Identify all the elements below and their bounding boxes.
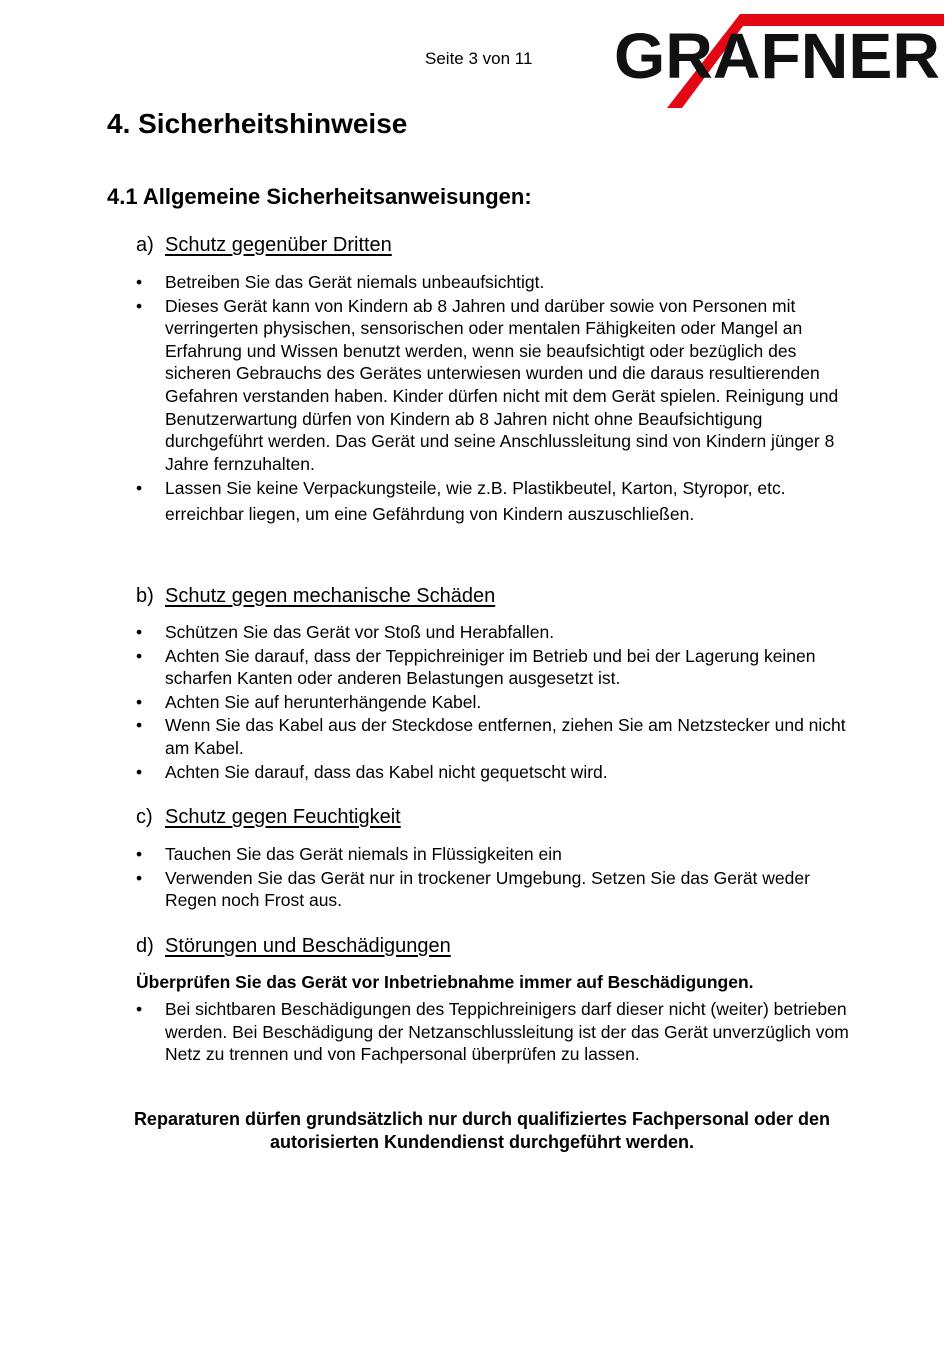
bullet-icon: •: [136, 622, 143, 642]
section-c-letter: c): [136, 806, 153, 828]
bullet-icon: •: [136, 715, 143, 736]
section-d-list: [136, 998, 856, 1066]
bullet-icon: •: [136, 272, 143, 292]
section-d-title: Störungen und Beschädigungen: [165, 935, 451, 957]
list-item: • Wenn Sie das Kabel aus der Steckdose entfernen, ziehen Sie am Netzstecker und nicht am Kabel.: [136, 715, 846, 758]
section-d-intro: Überprüfen Sie das Gerät vor Inbetriebnahme immer auf Beschädigungen.: [136, 972, 754, 992]
page-number: Seite 3 von 11: [425, 49, 533, 68]
section-a-letter: a): [136, 234, 154, 256]
section-b-heading: [136, 583, 495, 609]
list-item: • Verwenden Sie das Gerät nur in trockener Umgebung. Setzen Sie das Gerät weder Regen noch Frost aus.: [136, 867, 810, 911]
bullet-icon: •: [136, 999, 143, 1019]
subsection-heading: 4.1 Allgemeine Sicherheitsanweisungen:: [107, 184, 532, 209]
section-a-title: Schutz gegenüber Dritten: [165, 234, 392, 256]
list-item: • Betreiben Sie das Gerät niemals unbeaufsichtigt.: [136, 272, 545, 292]
bullet-icon: •: [136, 844, 143, 864]
bullet-icon: •: [136, 691, 143, 712]
section-c-title: Schutz gegen Feuchtigkeit: [165, 806, 401, 828]
list-item: • Bei sichtbaren Beschädigungen des Teppichreinigers darf dieser nicht (weiter) betrieben werden. Bei Beschädigung der Netzanschlussleitung ist der das Gerät unverzüglich vom Netz zu trennen und von Fachpersonal überprüfen zu lassen.: [136, 999, 849, 1065]
list-item: • Achten Sie darauf, dass der Teppichreiniger im Betrieb und bei der Lagerung keinen scharfen Kanten oder anderen Belastungen ausgesetzt ist.: [136, 645, 816, 689]
section-a-list: [136, 271, 856, 527]
list-item: • Achten Sie auf herunterhängende Kabel.: [136, 691, 482, 712]
logo-text: GRAFNER: [614, 20, 940, 92]
bullet-icon: •: [136, 478, 143, 499]
list-item: • Tauchen Sie das Gerät niemals in Flüssigkeiten ein: [136, 844, 562, 864]
list-item: • Schützen Sie das Gerät vor Stoß und Herabfallen.: [136, 622, 555, 642]
list-item: • Lassen Sie keine Verpackungsteile, wie z.B. Plastikbeutel, Karton, Styropor, etc. erreichbar liegen, um eine Gefährdung von Kindern auszuschließen.: [136, 478, 786, 524]
section-b-letter: b): [136, 585, 154, 607]
section-b-list: [136, 621, 856, 783]
list-item: • Achten Sie darauf, dass das Kabel nicht gequetscht wird.: [136, 761, 608, 782]
bullet-icon: •: [136, 867, 143, 888]
list-item: • Dieses Gerät kann von Kindern ab 8 Jahren und darüber sowie von Personen mit verringerten physischen, sensorischen oder mentalen Fähigkeiten oder Mangel an Erfahrung und Wissen benutzt werden, wenn sie beaufsichtigt oder bezüglich des sicheren Gebrauchs des Gerätes unterwiesen wurden und die daraus resultierenden Gefahren verstanden haben. Kinder dürfen nicht mit dem Gerät spielen. Reinigung und Benutzerwartung dürfen von Kindern ab 8 Jahren nicht ohne Beaufsichtigung durchgeführt werden. Das Gerät und seine Anschlussleitung sind von Kindern jünger 8 Jahre fernzuhalten.: [136, 295, 839, 474]
section-c-heading: [136, 804, 401, 830]
bullet-icon: •: [136, 645, 143, 666]
section-b-title: Schutz gegen mechanische Schäden: [165, 585, 496, 607]
section-c-list: [136, 843, 856, 912]
section-a-heading: [136, 232, 392, 258]
grafner-logo: [612, 10, 944, 108]
repair-notice: Reparaturen dürfen grundsätzlich nur durch qualifiziertes Fachpersonal oder den autorisierten Kundendienst durchgeführt werden.: [133, 1109, 831, 1152]
bullet-icon: •: [136, 295, 143, 316]
section-d-letter: d): [136, 935, 154, 957]
section-d-heading: [136, 933, 451, 959]
section-heading: 4. Sicherheitshinweise: [107, 108, 408, 139]
bullet-icon: •: [136, 761, 143, 782]
